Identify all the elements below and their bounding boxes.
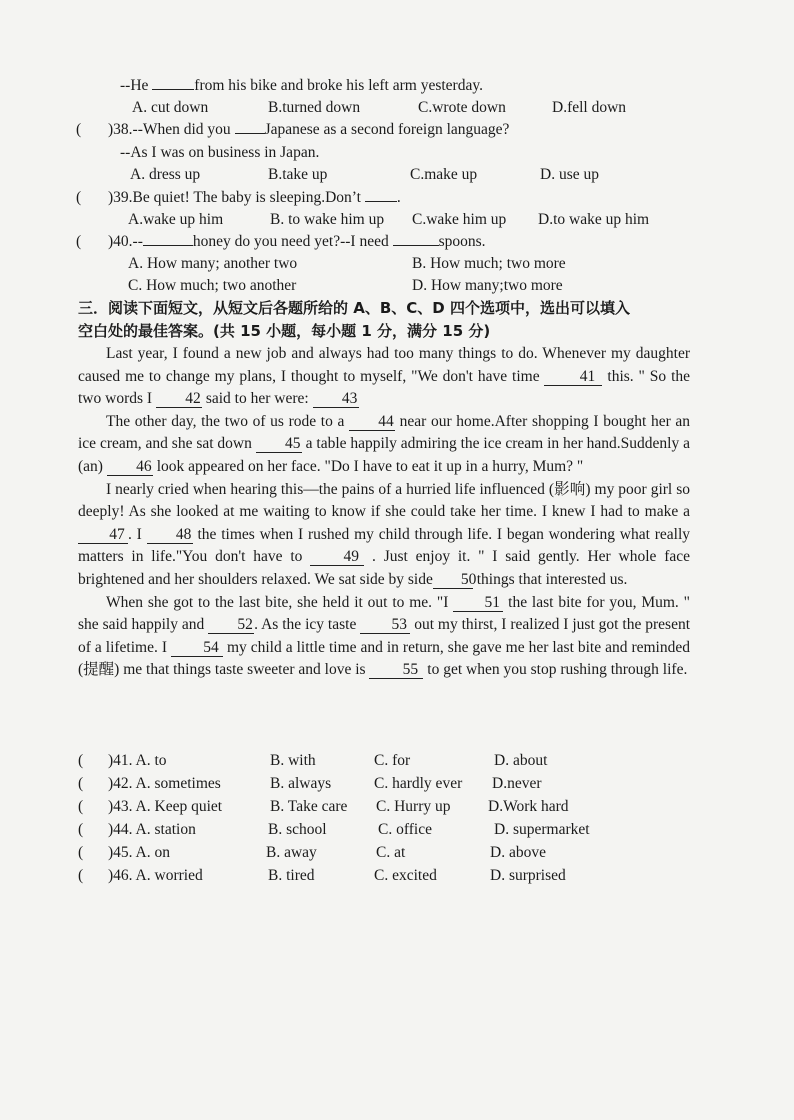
q37-option-b: B.turned down xyxy=(268,99,361,116)
p2-text-2: near our home.After shopping I bought her an ice cream, and she sat down xyxy=(78,412,691,453)
q39-stem-suffix: . xyxy=(396,189,401,206)
section3-heading-line1: 三．阅读下面短文，从短文后各题所给的 A、B、C、D 四个选项中，选出可以填入 xyxy=(78,299,630,317)
q38-stem-suffix: Japanese as a second foreign language? xyxy=(264,121,510,138)
choice-45-c: C. at xyxy=(376,844,406,861)
q40-stem xyxy=(108,232,486,252)
choice-45-b: B. away xyxy=(266,844,317,861)
passage-paragraph-4 xyxy=(78,592,690,682)
choice-42-paren: ( xyxy=(78,775,84,792)
q38-stem-prefix: 38.--When did you xyxy=(113,121,231,138)
passage-paragraph-3 xyxy=(78,479,690,592)
q39-paren-open: ( xyxy=(76,189,82,206)
choice-41-b: B. with xyxy=(270,752,316,769)
p4-text-4: out my thirst, I realized I just got the present of a lifetime. I xyxy=(78,616,691,656)
q37-option-c: C.wrote down xyxy=(418,99,506,116)
choice-42-c: C. hardly ever xyxy=(374,775,463,792)
choice-46-c: C. excited xyxy=(374,867,437,884)
choice-44-paren: ( xyxy=(78,821,84,838)
q37-option-d: D.fell down xyxy=(552,99,627,116)
q40-option-b: B. How much; two more xyxy=(412,255,566,272)
p1-text-2: this. " So the two words I xyxy=(78,367,690,408)
q39-stem xyxy=(108,188,401,208)
choice-42-d: D.never xyxy=(492,775,542,792)
choice-41-c: C. for xyxy=(374,752,411,769)
blank-48: 48 xyxy=(147,526,193,544)
p3-text-4: . Just enjoy it. " I said gently. Her whole face brightened and her shoulders relaxed. We sat side by side xyxy=(78,548,691,588)
q37-option-a: A. cut down xyxy=(132,99,209,116)
p3-text-2: . I xyxy=(128,525,142,543)
choice-42-b: B. always xyxy=(270,775,332,792)
p4-text-6: to get when you stop rushing through life. xyxy=(427,661,688,679)
p4-text-3: . As the icy taste xyxy=(254,616,357,634)
q40-paren-close: ) xyxy=(108,233,114,250)
p2-text-1: The other day, the two of us rode to a xyxy=(106,412,345,430)
blank-55: 55 xyxy=(369,661,423,679)
p2-text-3: a table happily admiring the ice cream in her hand.Suddenly a (an) xyxy=(78,435,690,475)
choice-41-d: D. about xyxy=(494,752,548,769)
q39-option-a: A.wake up him xyxy=(128,211,224,228)
blank-45: 45 xyxy=(256,435,302,453)
blank-50: 50 xyxy=(433,571,473,589)
q39-option-d: D.to wake up him xyxy=(538,211,650,228)
blank-52: 52 xyxy=(208,616,254,634)
reading-passage xyxy=(78,343,690,682)
blank-53: 53 xyxy=(360,616,410,634)
choice-41-a: )41. A. to xyxy=(108,752,167,769)
q37-stem xyxy=(120,76,483,96)
blank-44: 44 xyxy=(349,413,395,431)
p3-text-5: things that interested us. xyxy=(476,570,628,588)
p4-text-2: the last bite for you, Mum. " she said happily and xyxy=(78,593,690,634)
choice-46-a: )46. A. worried xyxy=(108,867,203,884)
q40-blank-2 xyxy=(393,245,439,246)
q38-paren-open: ( xyxy=(76,121,82,138)
p4-text-1: When she got to the last bite, she held it out to me. "I xyxy=(106,593,449,611)
q40-stem-mid: honey do you need yet?--I need xyxy=(192,233,389,250)
blank-42: 42 xyxy=(156,390,202,408)
q39-stem-prefix: 39.Be quiet! The baby is sleeping.Don’t xyxy=(113,189,361,206)
choice-43-paren: ( xyxy=(78,798,84,815)
choice-44-c: C. office xyxy=(378,821,432,838)
p1-text-3: said to her were: xyxy=(205,390,309,408)
q37-stem-prefix: --He xyxy=(120,77,149,94)
q38-option-c: C.make up xyxy=(410,166,478,183)
q39-blank xyxy=(365,201,397,202)
q38-option-d: D. use up xyxy=(540,166,599,183)
q38-stem xyxy=(108,120,509,140)
choice-43-b: B. Take care xyxy=(270,798,348,815)
q40-blank-1 xyxy=(143,245,193,246)
passage-paragraph-2 xyxy=(78,411,690,479)
q40-stem-prefix: 40.-- xyxy=(113,233,143,250)
p4-text-5: my child a little time and in return, she gave me her last bite and reminded (提醒) me that things taste sweeter and love is xyxy=(78,638,690,679)
q38-option-b: B.take up xyxy=(268,166,328,183)
q39-option-c: C.wake him up xyxy=(412,211,507,228)
choice-45-d: D. above xyxy=(490,844,546,861)
choice-43-c: C. Hurry up xyxy=(376,798,451,815)
choice-44-a: )44. A. station xyxy=(108,821,196,838)
choice-46-d: D. surprised xyxy=(490,867,566,884)
choice-43-d: D.Work hard xyxy=(488,798,569,815)
choice-44-d: D. supermarket xyxy=(494,821,590,838)
choice-44-b: B. school xyxy=(268,821,327,838)
q37-blank xyxy=(152,89,194,90)
section3-heading-line2: 空白处的最佳答案。(共 15 小题，每小题 1 分，满分 15 分) xyxy=(78,322,491,340)
blank-49: 49 xyxy=(310,548,364,566)
q37-stem-suffix: from his bike and broke his left arm yesterday. xyxy=(194,77,483,94)
q40-option-c: C. How much; two another xyxy=(128,277,297,294)
blank-43: 43 xyxy=(313,390,359,408)
q40-paren-open: ( xyxy=(76,233,82,250)
p3-text-1: I nearly cried when hearing this—the pains of a hurried life influenced (影响) my poor girl so deeply! As she looked at me waiting to know if she could take her time. I knew I had to make a xyxy=(78,480,690,521)
q40-option-a: A. How many; another two xyxy=(128,255,298,272)
blank-46: 46 xyxy=(107,458,153,476)
choice-43-a: )43. A. Keep quiet xyxy=(108,798,223,815)
q40-option-d: D. How many;two more xyxy=(412,277,563,294)
blank-51: 51 xyxy=(453,594,503,612)
q38-paren-close: ) xyxy=(108,121,114,138)
q38-option-a: A. dress up xyxy=(130,166,201,183)
choice-45-paren: ( xyxy=(78,844,84,861)
blank-47: 47 xyxy=(78,526,128,544)
choice-45-a: )45. A. on xyxy=(108,844,170,861)
blank-54: 54 xyxy=(171,639,223,657)
p2-text-4: look appeared on her face. "Do I have to eat it up in a hurry, Mum? " xyxy=(156,457,584,475)
choice-46-paren: ( xyxy=(78,867,84,884)
p3-text-3: the times when I rushed my child through life. I began wondering what really matters in life."You don't have to xyxy=(78,525,691,566)
passage-paragraph-1 xyxy=(78,343,690,411)
q40-stem-suffix: spoons. xyxy=(438,233,486,250)
blank-41: 41 xyxy=(544,368,602,386)
choice-41-paren: ( xyxy=(78,752,84,769)
choice-46-b: B. tired xyxy=(268,867,315,884)
choice-42-a: )42. A. sometimes xyxy=(108,775,221,792)
q39-option-b: B. to wake him up xyxy=(270,211,385,228)
q38-reply: --As I was on business in Japan. xyxy=(120,144,320,161)
p1-text-1: Last year, I found a new job and always had too many things to do. Whenever my daughter caused me to change my plans, I thought to myself, "We don't have time xyxy=(78,345,690,385)
q39-paren-close: ) xyxy=(108,189,114,206)
q38-blank xyxy=(235,133,265,134)
